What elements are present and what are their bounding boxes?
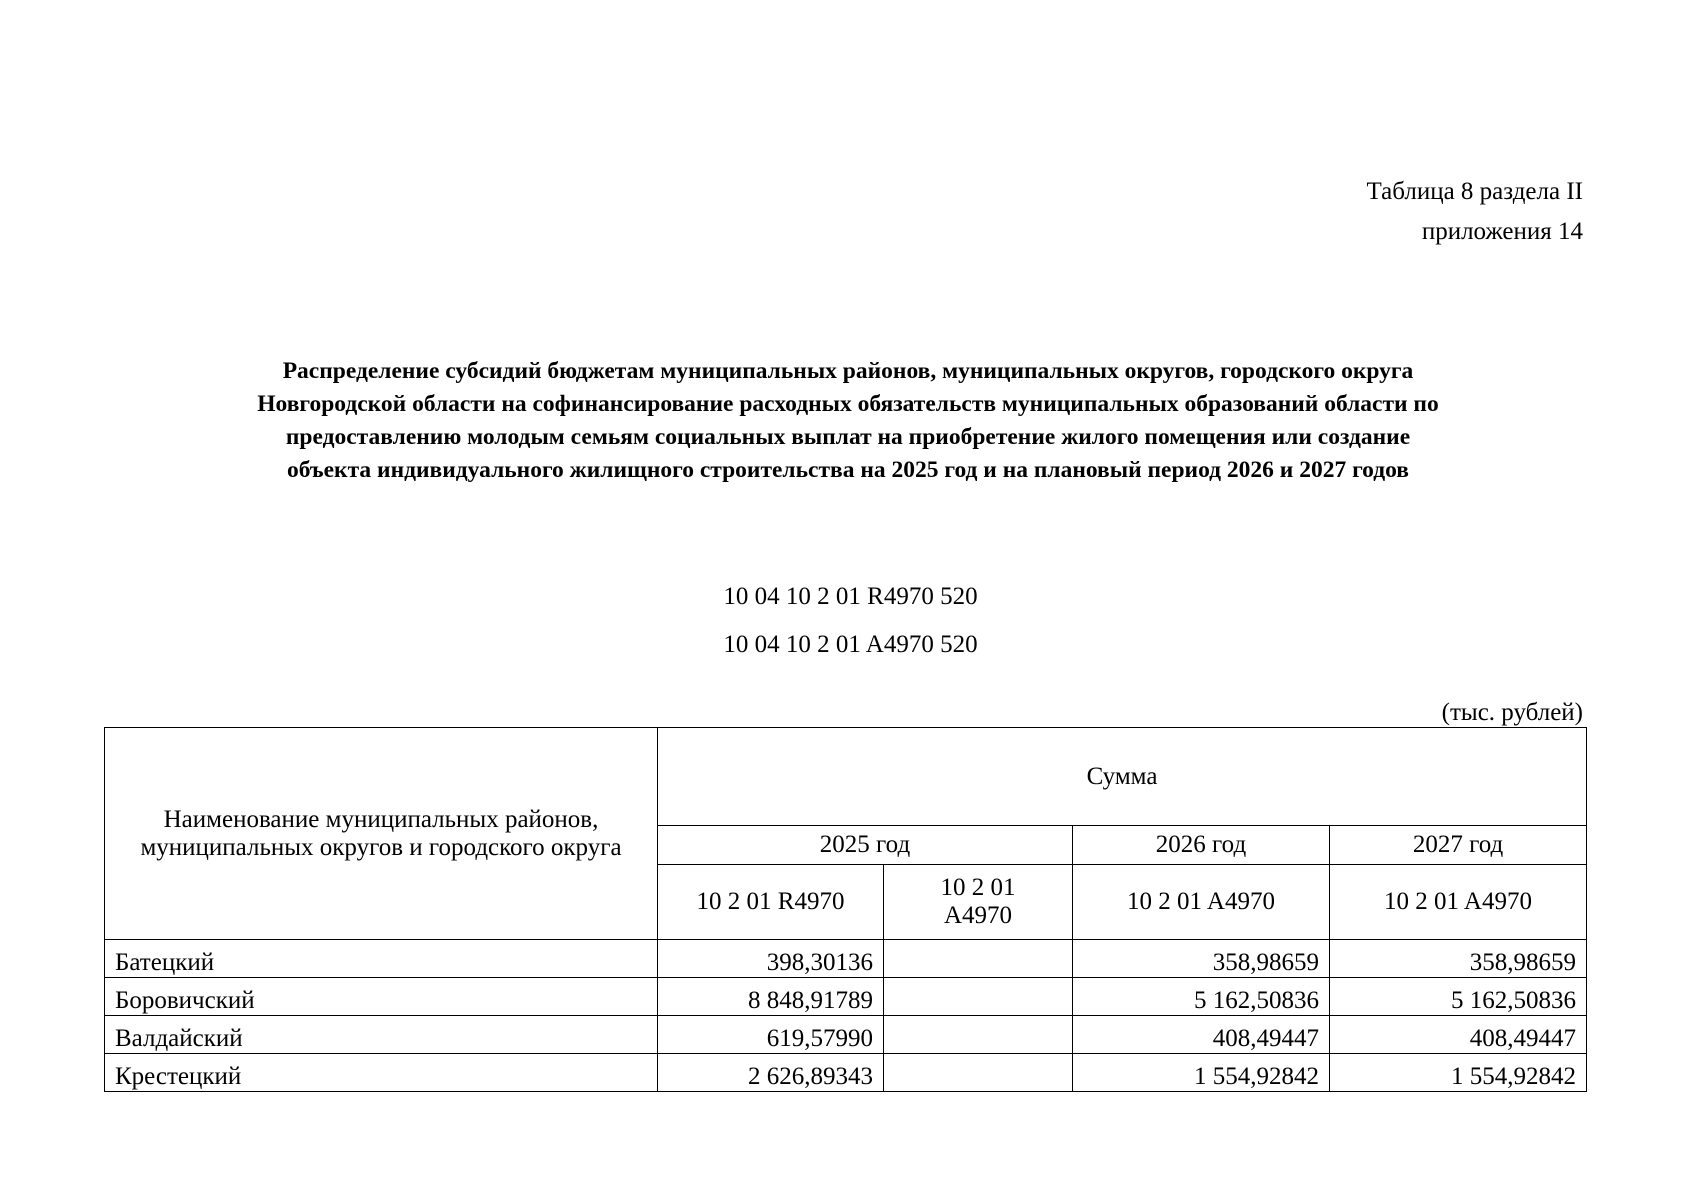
table-row bbox=[105, 1016, 1587, 1054]
cell-2026-a4970: 408,49447 bbox=[1073, 1016, 1330, 1054]
title-line-4: объекта индивидуального жилищного строительства на 2025 год и на плановый период 2026 и 2027 годов bbox=[287, 457, 1409, 483]
table-reference-line-2: приложения 14 bbox=[1421, 218, 1583, 245]
code-header-2025-r4970: 10 2 01 R4970 bbox=[658, 865, 884, 940]
cell-2025-a4970 bbox=[884, 978, 1073, 1016]
cell-2025-r4970: 2 626,89343 bbox=[658, 1054, 884, 1092]
cell-2025-a4970 bbox=[884, 940, 1073, 978]
cell-2025-a4970 bbox=[884, 1016, 1073, 1054]
year-2026-header: 2026 год bbox=[1073, 826, 1330, 865]
budget-code-2: 10 04 10 2 01 A4970 520 bbox=[723, 631, 978, 658]
table-reference-line-1: Таблица 8 раздела II bbox=[1366, 178, 1583, 205]
cell-2026-a4970: 358,98659 bbox=[1073, 940, 1330, 978]
code-header-2026-a4970: 10 2 01 A4970 bbox=[1073, 865, 1330, 940]
document-title bbox=[104, 355, 1592, 487]
name-column-header bbox=[105, 728, 658, 940]
cell-2027-a4970: 408,49447 bbox=[1330, 1016, 1587, 1054]
cell-2027-a4970: 1 554,92842 bbox=[1330, 1054, 1587, 1092]
cell-2025-r4970: 619,57990 bbox=[658, 1016, 884, 1054]
district-name: Боровичский bbox=[105, 978, 658, 1016]
title-line-3: предоставлению молодым семьям социальных выплат на приобретение жилого помещения или создание bbox=[285, 424, 1411, 450]
district-name: Крестецкий bbox=[105, 1054, 658, 1092]
table-row bbox=[105, 978, 1587, 1016]
year-2025-header: 2025 год bbox=[658, 826, 1073, 865]
budget-code-1: 10 04 10 2 01 R4970 520 bbox=[723, 583, 978, 610]
district-name: Батецкий bbox=[105, 940, 658, 978]
cell-2027-a4970: 5 162,50836 bbox=[1330, 978, 1587, 1016]
cell-2026-a4970: 1 554,92842 bbox=[1073, 1054, 1330, 1092]
title-line-1: Распределение субсидий бюджетам муниципальных районов, муниципальных округов, городского округа bbox=[282, 358, 1414, 384]
code-header-2027-a4970: 10 2 01 A4970 bbox=[1330, 865, 1587, 940]
year-2027-header: 2027 год bbox=[1330, 826, 1587, 865]
cell-2025-r4970: 8 848,91789 bbox=[658, 978, 884, 1016]
subsidy-table bbox=[104, 727, 1587, 1092]
cell-2027-a4970: 358,98659 bbox=[1330, 940, 1587, 978]
units-label: (тыс. рублей) bbox=[1441, 699, 1583, 726]
sum-header: Сумма bbox=[658, 728, 1587, 826]
district-name: Валдайский bbox=[105, 1016, 658, 1054]
name-column-header-text: Наименование муниципальных районов, муниципальных округов и городского округа bbox=[140, 805, 622, 861]
table-row bbox=[105, 1054, 1587, 1092]
cell-2025-a4970 bbox=[884, 1054, 1073, 1092]
cell-2025-r4970: 398,30136 bbox=[658, 940, 884, 978]
table-row bbox=[105, 940, 1587, 978]
cell-2026-a4970: 5 162,50836 bbox=[1073, 978, 1330, 1016]
title-line-2: Новгородской области на софинансирование расходных обязательств муниципальных образований области по bbox=[257, 391, 1439, 417]
code-header-2025-a4970: 10 2 01 A4970 bbox=[884, 865, 1073, 940]
